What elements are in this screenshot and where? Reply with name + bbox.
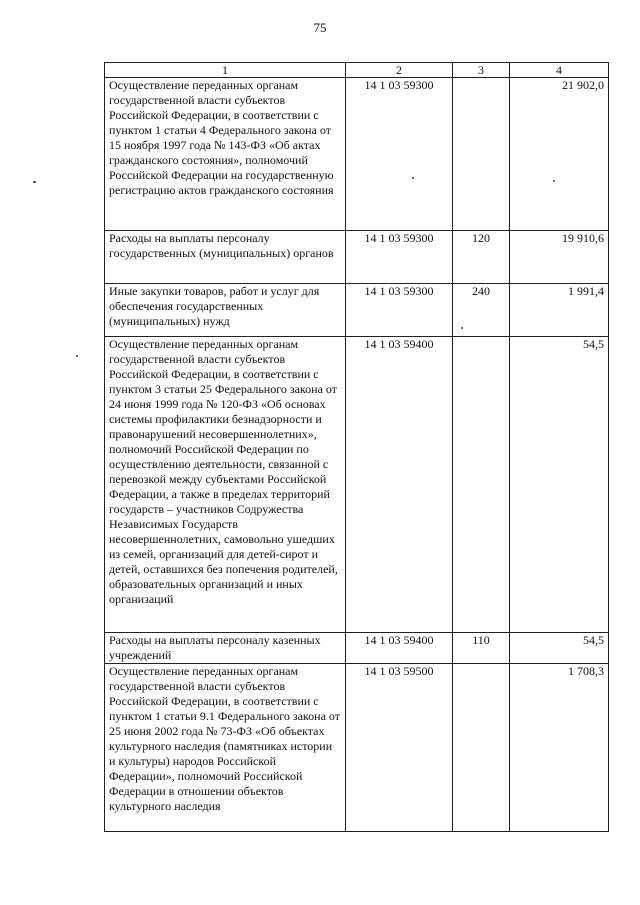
row-amount: 54,5 — [510, 337, 609, 633]
header-col-3: 3 — [453, 63, 510, 78]
header-col-1: 1 — [105, 63, 346, 78]
row-target-code: 14 1 03 59300 — [346, 231, 453, 284]
row-target-code: 14 1 03 59400 — [346, 633, 453, 664]
row-target-code: 14 1 03 59300 — [346, 78, 453, 231]
budget-table — [104, 62, 609, 832]
scan-speck — [76, 355, 78, 357]
page-number: 75 — [313, 20, 327, 35]
scan-speck — [461, 327, 463, 329]
row-expense-type — [453, 664, 510, 832]
row-description: Осуществление переданных органам государственной власти субъектов Российской Федерации, в соответствии с пунктом 1 статьи 4 Федерального закона от 15 ноября 1997 года № 143-ФЗ «Об актах гражданского состояния», полномочий Российской Федерации на государственную регистрацию актов гражданского состояния — [105, 78, 346, 231]
header-col-2: 2 — [346, 63, 453, 78]
table-row — [105, 284, 609, 337]
table-row — [105, 633, 609, 664]
scan-speck — [553, 180, 555, 182]
row-expense-type — [453, 78, 510, 231]
table-header-row — [105, 63, 609, 78]
table-row — [105, 337, 609, 633]
table-row — [105, 664, 609, 832]
row-target-code: 14 1 03 59400 — [346, 337, 453, 633]
scan-speck — [412, 177, 414, 179]
row-description: Осуществление переданных органам государственной власти субъектов Российской Федерации, в соответствии с пунктом 3 статьи 25 Федерального закона от 24 июня 1999 года № 120-ФЗ «Об основах системы профилактики безнадзорности и правонарушений несовершеннолетних», полномочий Российской Федерации по осуществлению деятельности, связанной с перевозкой между субъектами Российской Федерации, а также в пределах территорий государств – участников Содружества Независимых Государств несовершеннолетних, самовольно ушедших из семей, организаций для детей-сирот и детей, оставшихся без попечения родителей, образовательных организаций и иных организаций — [105, 337, 346, 633]
row-target-code: 14 1 03 59500 — [346, 664, 453, 832]
row-description: Осуществление переданных органам государственной власти субъектов Российской Федерации, в соответствии с пунктом 1 статьи 9.1 Федерального закона от 25 июня 2002 года № 73-ФЗ «Об объектах культурного наследия (памятниках истории и культуры) народов Российской Федерации», полномочий Российской Федерации в отношении объектов культурного наследия — [105, 664, 346, 832]
scan-speck — [33, 181, 36, 183]
table-row — [105, 231, 609, 284]
row-description: Иные закупки товаров, работ и услуг для обеспечения государственных (муниципальных) нужд — [105, 284, 346, 337]
row-description: Расходы на выплаты персоналу государственных (муниципальных) органов — [105, 231, 346, 284]
row-expense-type — [453, 337, 510, 633]
header-col-4: 4 — [510, 63, 609, 78]
row-amount: 54,5 — [510, 633, 609, 664]
row-amount: 19 910,6 — [510, 231, 609, 284]
row-amount: 21 902,0 — [510, 78, 609, 231]
row-amount: 1 708,3 — [510, 664, 609, 832]
row-amount: 1 991,4 — [510, 284, 609, 337]
row-expense-type: 240 — [453, 284, 510, 337]
row-expense-type: 110 — [453, 633, 510, 664]
table-row — [105, 78, 609, 231]
row-expense-type: 120 — [453, 231, 510, 284]
row-target-code: 14 1 03 59300 — [346, 284, 453, 337]
row-description: Расходы на выплаты персоналу казенных учреждений — [105, 633, 346, 664]
